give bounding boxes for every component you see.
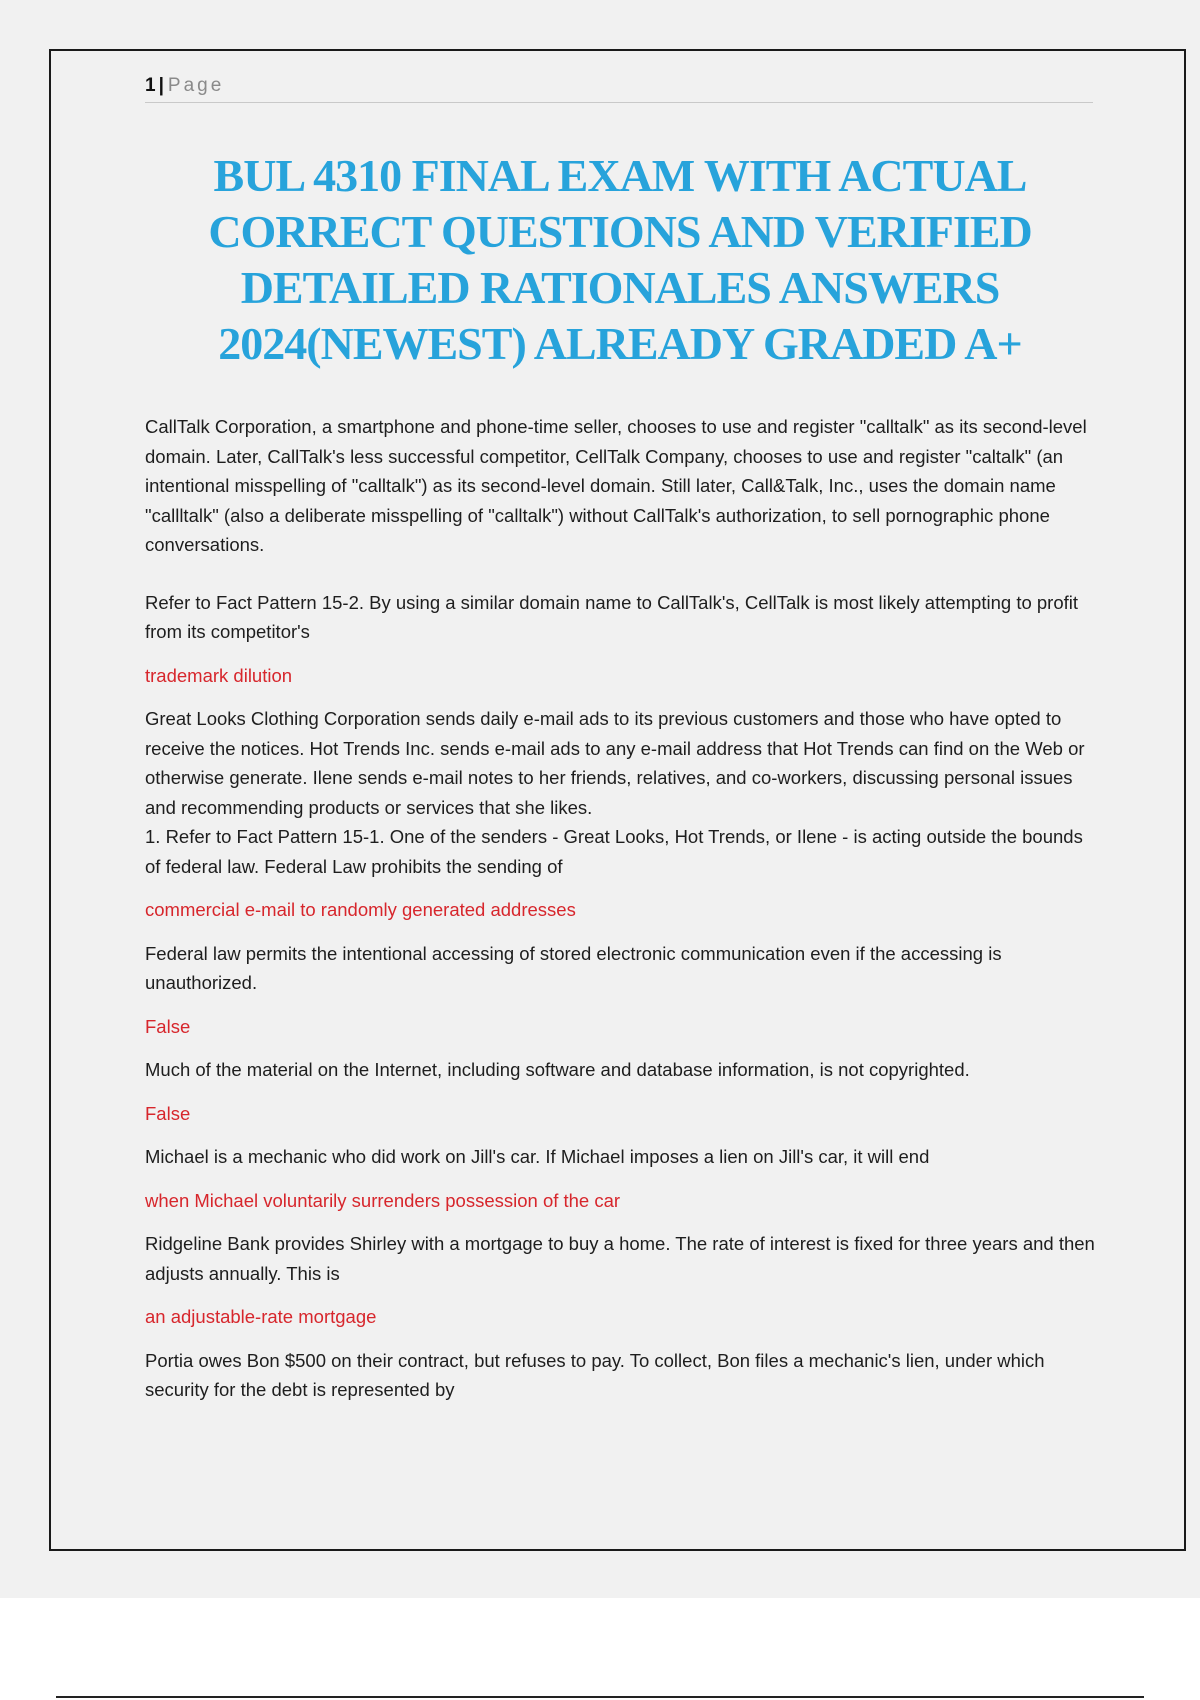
question-text: 1. Refer to Fact Pattern 15-1. One of the senders - Great Looks, Hot Trends, or Ilene - is acting outside the bounds of federal law. Federal Law prohibits the sending of	[145, 826, 1083, 877]
answer-text: False	[145, 1102, 191, 1124]
question-text: Refer to Fact Pattern 15-2. By using a similar domain name to CallTalk's, CellTalk is most likely attempting to profit from its competitor's	[145, 591, 1079, 642]
answer-text: False	[145, 1015, 191, 1037]
document-body	[145, 412, 1095, 1419]
page-number: 1	[145, 75, 156, 96]
question-text: Michael is a mechanic who did work on Jill's car. If Michael imposes a lien on Jill's car, it will end	[145, 1146, 930, 1167]
answer-text: an adjustable-rate mortgage	[145, 1306, 377, 1327]
title-line: 2024(NEWEST) ALREADY GRADED A+	[218, 318, 1022, 369]
title-line: CORRECT QUESTIONS AND VERIFIED	[208, 206, 1032, 257]
question-text: Federal law permits the intentional accessing of stored electronic communication even if the accessing is unauthorized.	[145, 942, 1002, 993]
title-line: DETAILED RATIONALES ANSWERS	[240, 262, 1000, 313]
page-divider	[56, 1696, 1144, 1698]
title-line: BUL 4310 FINAL EXAM WITH ACTUAL	[213, 150, 1027, 201]
answer-text: commercial e-mail to randomly generated addresses	[145, 899, 576, 920]
question-text: Portia owes Bon $500 on their contract, but refuses to pay. To collect, Bon files a mechanic's lien, under which security for the debt is represented by	[145, 1349, 1045, 1400]
question-text: Much of the material on the Internet, including software and database information, is not copyrighted.	[145, 1059, 970, 1080]
fact-pattern-15-2: CallTalk Corporation, a smartphone and phone-time seller, chooses to use and register "calltalk" as its second-level domain. Later, CallTalk's less successful competitor, CellTalk Company, chooses to use and register "caltalk" (an intentional misspelling of "calltalk") as its second-level domain. Still later, Call&Talk, Inc., uses the domain name "callltalk" (also a deliberate misspelling of "calltalk") without CallTalk's authorization, to sell pornographic phone conversations.	[145, 416, 1087, 555]
page-header	[145, 74, 1093, 103]
fact-pattern-15-1: Great Looks Clothing Corporation sends daily e-mail ads to its previous customers and those who have opted to receive the notices. Hot Trends Inc. sends e-mail ads to any e-mail address that Hot Trends can find on the Web or otherwise generate. Ilene sends e-mail notes to her friends, relatives, and co-workers, discussing personal issues and recommending products or services that she likes.	[145, 708, 1085, 818]
document-title	[130, 148, 1110, 372]
page-separator: |	[158, 75, 164, 96]
answer-text: when Michael voluntarily surrenders possession of the car	[145, 1189, 621, 1211]
answer-text: trademark dilution	[145, 664, 293, 686]
page-label: Page	[167, 75, 225, 96]
question-text: Ridgeline Bank provides Shirley with a mortgage to buy a home. The rate of interest is fixed for three years and then adjusts annually. This is	[145, 1233, 1095, 1284]
